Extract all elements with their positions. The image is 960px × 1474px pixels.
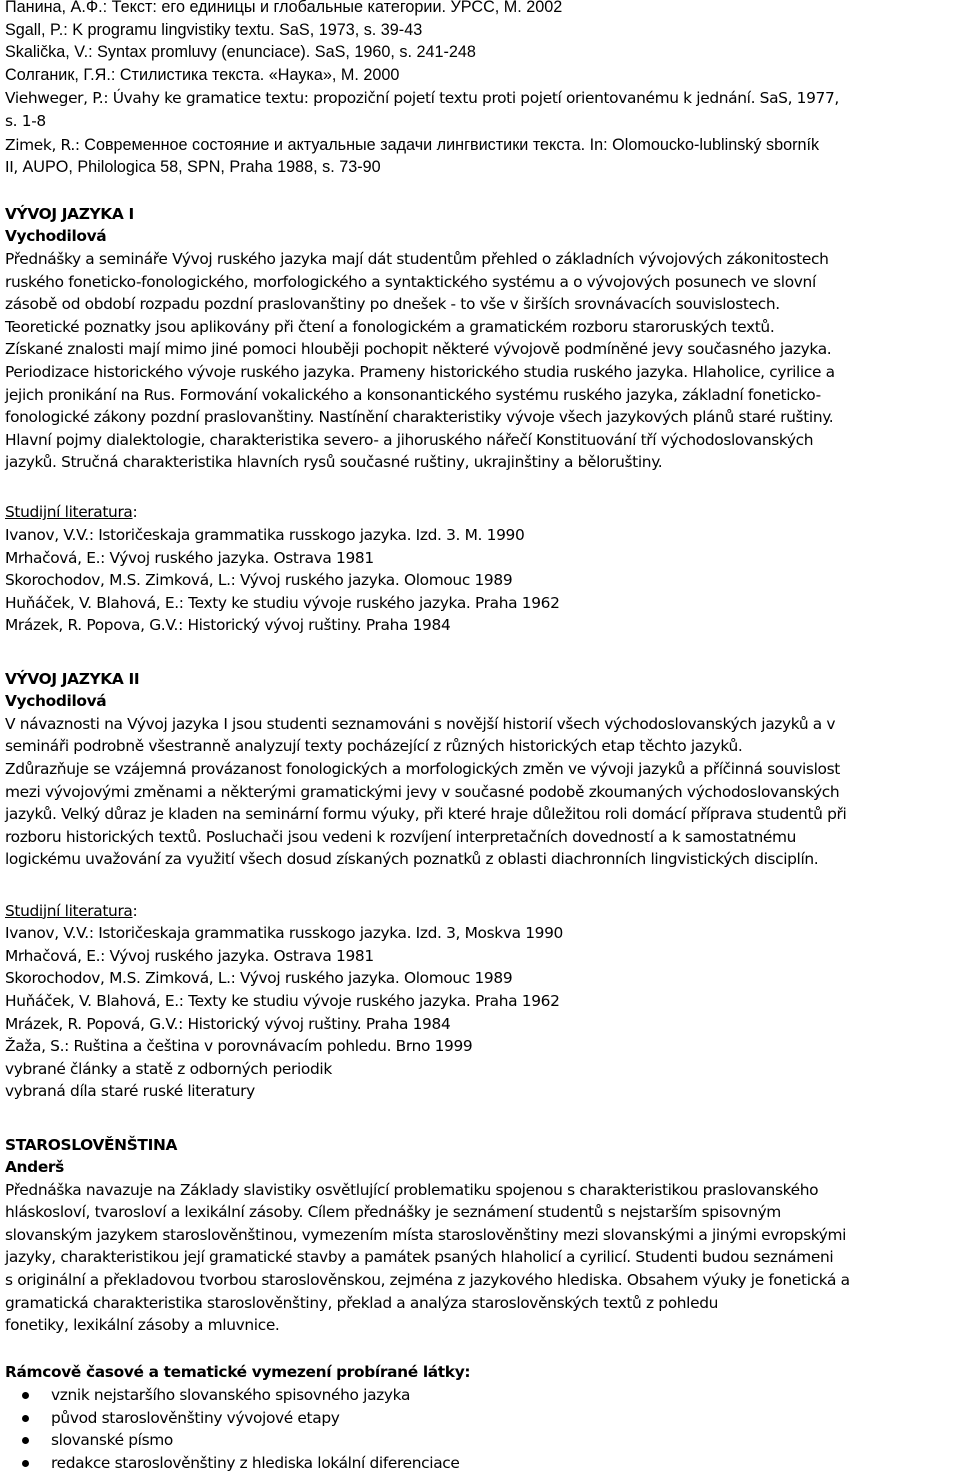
literature-entry: Ivanov, V.V.: Istoričeskaja grammatika russkogo jazyka. Izd. 3, Moskva 1990 <box>5 922 956 945</box>
section-lecturer: Vychodilová <box>5 690 956 713</box>
section-description <box>5 713 956 871</box>
paragraph-line: Zdůrazňuje se vzájemná provázanost fonologických a morfologických změn ve vývoji jazyků a příčinná souvislost <box>5 758 956 781</box>
paragraph-line: zásobě od období rozpadu pozdní praslovanštiny po dnešek - to vše v širších srovnávacích souvislostech. <box>5 293 956 316</box>
literature-entry: Skorochodov, M.S. Zimková, L.: Vývoj ruského jazyka. Olomouc 1989 <box>5 967 956 990</box>
paragraph-line: fonologické zákony pozdní praslovanštiny. Nastínění charakteristiky vývoje všech jazykových plánů staré ruštiny. <box>5 406 956 429</box>
topic-label: vznik nejstaršího slovanského spisovného jazyka <box>51 1386 410 1404</box>
literature-heading-colon: : <box>133 902 138 920</box>
literature-entry: Mrázek, R. Popova, G.V.: Historický vývoj ruštiny. Praha 1984 <box>5 614 956 637</box>
reference-entry: Sgall, P.: K programu lingvistiky textu. SaS, 1973, s. 39-43 <box>5 19 956 42</box>
literature-heading: Studijní literatura <box>5 503 133 521</box>
reference-list-top <box>5 0 956 86</box>
literature-entry: vybraná díla staré ruské literatury <box>5 1080 956 1103</box>
paragraph-line: logickému uvažování za využití všech dosud získaných poznatků z oblasti diachronních lingvistických disciplín. <box>5 848 956 871</box>
reference-line: s. 1-8 <box>5 110 956 133</box>
topics-subheading: Rámcově časové a tematické vymezení probírané látky: <box>5 1361 956 1384</box>
paragraph-line: Přednáška navazuje na Základy slavistiky osvětlující problematiku spojenou s charakteristikou praslovanského <box>5 1179 956 1202</box>
section-title: STAROSLOVĚNŠTINA <box>5 1134 956 1157</box>
paragraph-line: semináři podrobně všestranně analyzují texty pocházející z různých historických etap těchto jazyků. <box>5 735 956 758</box>
topic-item <box>5 1452 956 1474</box>
topic-label: slovanské písmo <box>51 1431 173 1449</box>
literature-entry: Mrhačová, E.: Vývoj ruského jazyka. Ostrava 1981 <box>5 945 956 968</box>
reference-entry: Панина, А.Ф.: Текст: его единицы и глобальные категории. УРСС, М. 2002 <box>5 0 956 19</box>
literature-list <box>5 922 956 1103</box>
literature-entry: Mrhačová, E.: Vývoj ruského jazyka. Ostrava 1981 <box>5 547 956 570</box>
paragraph-line: hláskosloví, tvarosloví a lexikální zásoby. Cílem přednášky je seznámení studentů s nejstarším spisovným <box>5 1201 956 1224</box>
reference-entry-viehweger <box>5 87 956 132</box>
topic-item <box>5 1407 956 1430</box>
paragraph-line: gramatická charakteristika staroslověnštiny, překlad a analýza staroslověnských textů z pohledu <box>5 1292 956 1315</box>
topic-item <box>5 1429 956 1452</box>
literature-entry: Ivanov, V.V.: Istoričeskaja grammatika russkogo jazyka. Izd. 3. M. 1990 <box>5 524 956 547</box>
literature-entry: Skorochodov, M.S. Zimková, L.: Vývoj ruského jazyka. Olomouc 1989 <box>5 569 956 592</box>
literature-entry: Huňáček, V. Blahová, E.: Texty ke studiu vývoje ruského jazyka. Praha 1962 <box>5 990 956 1013</box>
literature-heading: Studijní literatura <box>5 902 133 920</box>
paragraph-line: jazyků. Stručná charakteristika hlavních rysů současné ruštiny, ukrajinštiny a běloruštiny. <box>5 451 956 474</box>
section-title: VÝVOJ JAZYKA I <box>5 203 956 226</box>
paragraph-line: jejich pronikání na Rus. Formování vokalického a konsonantického systému ruského jazyka, základní foneticko- <box>5 384 956 407</box>
section-description <box>5 1179 956 1337</box>
paragraph-line: Teoretické poznatky jsou aplikovány při čtení a fonologickém a gramatickém rozboru staroruských textů. <box>5 316 956 339</box>
paragraph-line: fonetiky, lexikální zásoby a mluvnice. <box>5 1314 956 1337</box>
paragraph-line: V návaznosti na Vývoj jazyka I jsou studenti seznamováni s novější historií všech východoslovanských jazyků a v <box>5 713 956 736</box>
bullet-icon <box>22 1392 29 1399</box>
paragraph-line: ruského foneticko-fonologického, morfologického a syntaktického systému a o vývojových posunech ve slovní <box>5 271 956 294</box>
reference-entry: Skalička, V.: Syntax promluvy (enunciace). SaS, 1960, s. 241-248 <box>5 41 956 64</box>
paragraph-line: rozboru historických textů. Posluchači jsou vedeni k rozvíjení interpretačních dovedností a k samostatnému <box>5 826 956 849</box>
section-vyvoj-jazyka-2 <box>5 668 956 1103</box>
reference-publisher: AUPO, Philologica 58, SPN, Praha 1988, s. 73-90 <box>22 158 380 176</box>
reference-entry: Солганик, Г.Я.: Стилистика текста. «Наука», М. 2000 <box>5 64 956 87</box>
literature-heading-colon: : <box>133 503 138 521</box>
paragraph-line: Hlavní pojmy dialektologie, charakteristika severo- a jihoruského nářečí Konstituování tří východoslovanských <box>5 429 956 452</box>
section-lecturer: Vychodilová <box>5 225 956 248</box>
paragraph-line: mezi vývojovými změnami a některými gramatickými jevy v současné podobě zkoumaných východoslovanských <box>5 781 956 804</box>
reference-source: In: Olomoucko-lublinský sborník <box>585 136 819 154</box>
paragraph-line: s originální a překladovou tvorbou staroslověnskou, zejména z jazykového hlediska. Obsahem výuky je fonetická a <box>5 1269 956 1292</box>
section-staroslovenstina <box>5 1134 956 1474</box>
bullet-icon <box>22 1437 29 1444</box>
literature-entry: Mrázek, R. Popová, G.V.: Historický vývoj ruštiny. Praha 1984 <box>5 1013 956 1036</box>
paragraph-line: Přednášky a semináře Vývoj ruského jazyka mají dát studentům přehled o základních vývojových zákonitostech <box>5 248 956 271</box>
literature-entry: Žaža, S.: Ruština a čeština v porovnávacím pohledu. Brno 1999 <box>5 1035 956 1058</box>
literature-entry: vybrané články a statě z odborných periodik <box>5 1058 956 1081</box>
paragraph-line: jazyků. Velký důraz je kladen na seminární formu výuky, při které hraje důležitou roli domácí příprava studentů při <box>5 803 956 826</box>
bullet-icon <box>22 1460 29 1467</box>
literature-entry: Huňáček, V. Blahová, E.: Texty ke studiu vývoje ruského jazyka. Praha 1962 <box>5 592 956 615</box>
topic-label: redakce staroslověnštiny z hlediska lokální diferenciace <box>51 1454 460 1472</box>
topics-list <box>5 1384 956 1474</box>
paragraph-line: Periodizace historického vývoje ruského jazyka. Prameny historického studia ruského jazyka. Hlaholice, cyrilice a <box>5 361 956 384</box>
reference-entry-zimek <box>5 134 956 179</box>
reference-title-cyrillic: Современное состояние и актуальные задачи лингвистики текста. <box>84 136 585 154</box>
section-vyvoj-jazyka-1 <box>5 203 956 637</box>
section-lecturer: Anderš <box>5 1156 956 1179</box>
section-description <box>5 248 956 474</box>
reference-line: Viehweger, P.: Úvahy ke gramatice textu: propoziční pojetí textu proti pojetí orientovanému k jednání. SaS, 1977, <box>5 87 956 110</box>
paragraph-line: slovanským jazykem staroslověnštinou, vymezením místa staroslověnštiny mezi slovanskými a jinými evropskými <box>5 1224 956 1247</box>
paragraph-line: jazyky, charakteristikou její gramatické stavby a památek psaných hlaholicí a cyrilicí. Studenti budou seznámeni <box>5 1246 956 1269</box>
section-title: VÝVOJ JAZYKA II <box>5 668 956 691</box>
topic-item <box>5 1384 956 1407</box>
reference-volume: II, <box>5 158 22 176</box>
topic-label: původ staroslověnštiny vývojové etapy <box>51 1409 340 1427</box>
reference-author: Zimek, R.: <box>5 136 84 154</box>
bullet-icon <box>22 1415 29 1422</box>
literature-list <box>5 524 956 637</box>
paragraph-line: Získané znalosti mají mimo jiné pomoci hlouběji pochopit některé vývojově podmíněné jevy současného jazyka. <box>5 338 956 361</box>
